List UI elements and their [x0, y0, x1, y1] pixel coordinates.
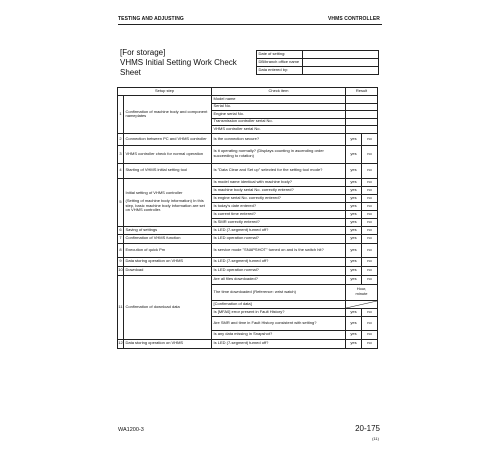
crossed-out-cell: [346, 300, 378, 308]
yes-option: yes: [346, 275, 362, 284]
no-option: no: [362, 210, 378, 218]
no-option: no: [362, 266, 378, 275]
no-option: no: [362, 163, 378, 178]
yes-option: yes: [346, 194, 362, 202]
result-cell: [346, 111, 378, 119]
no-option: no: [362, 178, 378, 186]
table-row: [118, 145, 378, 163]
sheet-purpose: [For storage]: [120, 48, 166, 57]
check-item: Is any data missing in Snapshot?: [212, 330, 346, 339]
yes-option: yes: [346, 266, 362, 275]
no-option: no: [362, 234, 378, 243]
sheet-title: VHMS Initial Setting Work Check Sheet: [120, 58, 237, 77]
no-option: no: [362, 275, 378, 284]
page-number: 20-175: [355, 424, 380, 433]
page-revision: (11): [372, 436, 379, 441]
no-option: no: [362, 218, 378, 226]
check-item: Is "Data Clear and Set up" selected for the setting tool mode?: [212, 163, 346, 178]
step-label: Data storing operation on VHMS: [124, 339, 212, 348]
check-item: Transmission controller serial No.: [212, 118, 346, 126]
meta-label: Date of setting:: [257, 51, 303, 59]
no-option: no: [362, 194, 378, 202]
table-row: [118, 234, 378, 243]
no-option: no: [362, 308, 378, 316]
yes-option: yes: [346, 186, 362, 194]
yes-option: yes: [346, 330, 362, 339]
check-item: Is it operating normally? (Displays counting in ascending order succeeding to rotation): [212, 145, 346, 163]
check-item: Is LED (7-segment) turned off?: [212, 257, 346, 266]
yes-option: yes: [346, 218, 362, 226]
check-item: Is SMR correctly entered?: [212, 218, 346, 226]
table-row: [118, 275, 378, 284]
meta-label: Data entered by:: [257, 67, 303, 75]
meta-table: [256, 50, 379, 75]
yes-option: yes: [346, 163, 362, 178]
step-number: 7: [118, 234, 124, 243]
meta-label: DB/branch office name: [257, 59, 303, 67]
yes-option: yes: [346, 145, 362, 163]
check-item: Is LED (7-segment) turned off?: [212, 226, 346, 234]
meta-row: [257, 59, 379, 67]
result-cell: [346, 126, 378, 134]
step-number: 5: [118, 178, 124, 226]
meta-row: [257, 51, 379, 59]
table-row: [118, 163, 378, 178]
no-option: no: [362, 133, 378, 145]
table-row: [118, 96, 378, 104]
step-label: VHMS controller check for normal operation: [124, 145, 212, 163]
check-item: Are all files downloaded?: [212, 275, 346, 284]
meta-value: [303, 59, 379, 67]
step-label-note: (Setting of machine body information) In this step, basic machine body information are set on VHMS controller.: [125, 197, 205, 213]
step-label: Confirmation of machine body and component nameplates: [124, 96, 212, 134]
no-option: no: [362, 316, 378, 330]
meta-value: [303, 67, 379, 75]
step-label: Confirmation of VHMS function: [124, 234, 212, 243]
yes-option: yes: [346, 133, 362, 145]
step-number: 3: [118, 145, 124, 163]
yes-option: yes: [346, 339, 362, 348]
step-label: Starting of VHMS initial setting tool: [124, 163, 212, 178]
step-number: 12: [118, 339, 124, 348]
check-item: Are SMR and time in Fault History consistent with setting?: [212, 316, 346, 330]
step-label: [124, 178, 212, 226]
step-number: 10: [118, 266, 124, 275]
col-header-result: Result: [346, 88, 378, 96]
yes-option: yes: [346, 226, 362, 234]
diagonal-line: [346, 301, 377, 308]
step-label: Saving of settings: [124, 226, 212, 234]
step-label: Confirmation of download data: [124, 275, 212, 339]
check-item: Serial No.: [212, 103, 346, 111]
yes-option: yes: [346, 257, 362, 266]
step-label: Connection between PC and VHMS controller: [124, 133, 212, 145]
check-item: Is engine serial No. correctly entered?: [212, 194, 346, 202]
no-option: no: [362, 226, 378, 234]
table-row: [118, 339, 378, 348]
result-cell: [346, 103, 378, 111]
table-row: [118, 243, 378, 257]
table-row: [118, 257, 378, 266]
step-number: 6: [118, 226, 124, 234]
col-header-check-item: Check item: [212, 88, 346, 96]
yes-option: yes: [346, 308, 362, 316]
step-number: 11: [118, 275, 124, 339]
meta-value: [303, 51, 379, 59]
time-result-cell: [346, 284, 378, 300]
check-item: Is LED (7-segment) turned off?: [212, 339, 346, 348]
step-number: 8: [118, 243, 124, 257]
meta-row: [257, 67, 379, 75]
step-number: 4: [118, 163, 124, 178]
no-option: no: [362, 186, 378, 194]
step-number: 9: [118, 257, 124, 266]
table-header-row: [118, 88, 378, 96]
step-number: 2: [118, 133, 124, 145]
col-header-setup-step: Setup step: [118, 88, 212, 96]
result-cell: [346, 118, 378, 126]
step-label: Execution of quick Pm: [124, 243, 212, 257]
model-code: WA1200-3: [118, 427, 144, 433]
check-item: The time downloaded (Reference: wrist watch): [212, 284, 346, 300]
no-option: no: [362, 257, 378, 266]
yes-option: yes: [346, 243, 362, 257]
check-sheet-table: [117, 87, 378, 349]
no-option: no: [362, 145, 378, 163]
step-label-main: Initial setting of VHMS controller: [125, 190, 183, 196]
table-row: [118, 178, 378, 186]
check-item: VHMS controller serial No.: [212, 126, 346, 134]
check-item: Is the connection secure?: [212, 133, 346, 145]
check-item: Is LED operation normal?: [212, 266, 346, 275]
yes-option: yes: [346, 178, 362, 186]
table-row: [118, 133, 378, 145]
check-item: Is current time entered?: [212, 210, 346, 218]
check-item: Is [MFA0] error present in Fault History?: [212, 308, 346, 316]
table-row: [118, 226, 378, 234]
hour-label: Hour,: [356, 286, 367, 292]
check-item: Is machine body serial No. correctly entered?: [212, 186, 346, 194]
header-rule: [118, 24, 382, 25]
no-option: no: [362, 330, 378, 339]
header-chapter-title: VHMS CONTROLLER: [327, 16, 380, 22]
step-label: Data storing operation on VHMS: [124, 257, 212, 266]
yes-option: yes: [346, 316, 362, 330]
step-number: 1: [118, 96, 124, 134]
yes-option: yes: [346, 202, 362, 210]
table-row: [118, 266, 378, 275]
yes-option: yes: [346, 234, 362, 243]
check-item: Is today's date entered?: [212, 202, 346, 210]
yes-option: yes: [346, 210, 362, 218]
check-item: Is LED operation normal?: [212, 234, 346, 243]
check-item: Engine serial No.: [212, 111, 346, 119]
no-option: no: [362, 339, 378, 348]
check-item: Model name: [212, 96, 346, 104]
no-option: no: [362, 243, 378, 257]
step-label: Download: [124, 266, 212, 275]
result-cell: [346, 96, 378, 104]
check-item: [Confirmation of data]: [212, 300, 346, 308]
check-item: Is model name identical with machine body?: [212, 178, 346, 186]
check-item: Is service mode "SNAPSHOT" turned on and is the switch hit?: [212, 243, 346, 257]
minute-label: minute: [355, 291, 368, 296]
header-section-title: TESTING AND ADJUSTING: [118, 16, 184, 22]
title-block: [120, 48, 256, 78]
no-option: no: [362, 202, 378, 210]
